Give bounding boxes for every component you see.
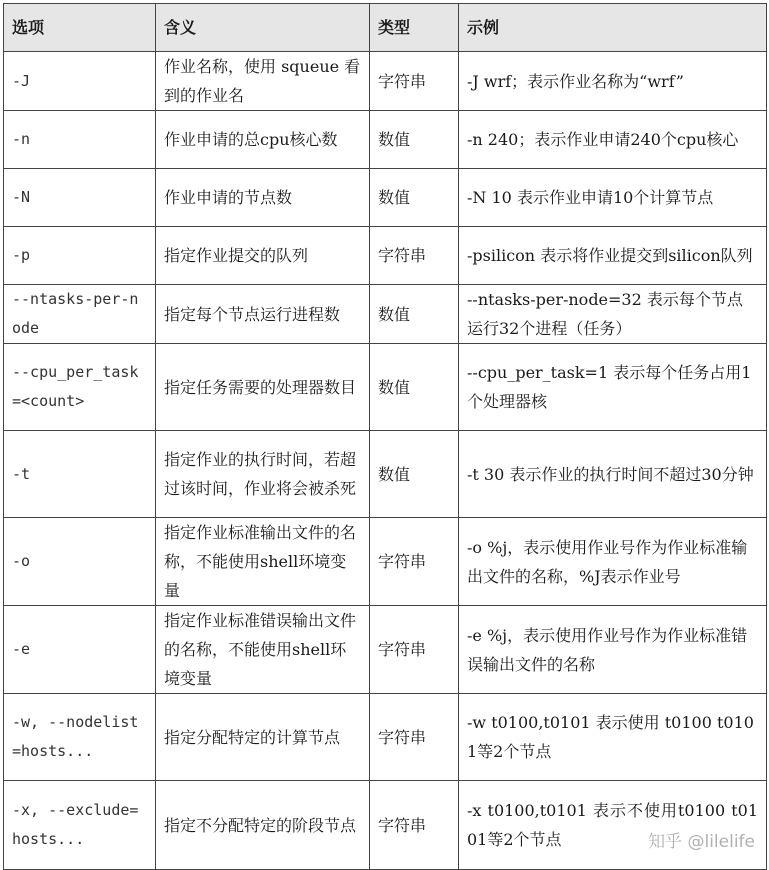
meaning-cell: 指定不分配特定的阶段节点 [156, 781, 370, 870]
type-cell: 字符串 [370, 518, 459, 606]
option-cell: -t [4, 431, 156, 518]
table-row [4, 169, 767, 227]
header-example: 示例 [459, 4, 767, 52]
option-cell: -e [4, 606, 156, 694]
meaning-cell: 指定作业的执行时间，若超过该时间，作业将会被杀死 [156, 431, 370, 518]
option-cell: --cpu_per_task=<count> [4, 344, 156, 431]
type-cell: 字符串 [370, 227, 459, 285]
header-row [4, 4, 767, 52]
table-row [4, 694, 767, 781]
table-row [4, 431, 767, 518]
type-cell: 数值 [370, 344, 459, 431]
option-cell: -o [4, 518, 156, 606]
meaning-cell: 指定作业标准错误输出文件的名称，不能使用shell环境变量 [156, 606, 370, 694]
meaning-cell: 指定分配特定的计算节点 [156, 694, 370, 781]
header-option: 选项 [4, 4, 156, 52]
meaning-cell: 指定作业提交的队列 [156, 227, 370, 285]
meaning-cell: 作业名称，使用 squeue 看到的作业名 [156, 52, 370, 111]
meaning-cell: 作业申请的节点数 [156, 169, 370, 227]
watermark-text: 知乎 @lilelife [648, 832, 755, 852]
example-cell: -w t0100,t0101 表示使用 t0100 t0101等2个节点 [459, 694, 767, 781]
meaning-cell: 指定每个节点运行进程数 [156, 285, 370, 344]
example-cell: -o %j，表示使用作业号作为作业标准输出文件的名称，%J表示作业号 [459, 518, 767, 606]
example-cell: -psilicon 表示将作业提交到silicon队列 [459, 227, 767, 285]
type-cell: 字符串 [370, 606, 459, 694]
example-cell: --ntasks-per-node=32 表示每个节点运行32个进程（任务） [459, 285, 767, 344]
header-meaning: 含义 [156, 4, 370, 52]
option-cell: -N [4, 169, 156, 227]
option-cell: --ntasks-per-node [4, 285, 156, 344]
type-cell: 数值 [370, 431, 459, 518]
table-row [4, 227, 767, 285]
option-cell: -n [4, 111, 156, 169]
example-cell: -N 10 表示作业申请10个计算节点 [459, 169, 767, 227]
table-row [4, 111, 767, 169]
option-cell: -x, --exclude=hosts... [4, 781, 156, 870]
option-cell: -p [4, 227, 156, 285]
slurm-options-table [3, 3, 767, 870]
type-cell: 数值 [370, 285, 459, 344]
type-cell: 字符串 [370, 52, 459, 111]
header-type: 类型 [370, 4, 459, 52]
meaning-cell: 指定作业标准输出文件的名称，不能使用shell环境变量 [156, 518, 370, 606]
table-row [4, 52, 767, 111]
example-cell: -e %j，表示使用作业号作为作业标准错误输出文件的名称 [459, 606, 767, 694]
option-cell: -w, --nodelist=hosts... [4, 694, 156, 781]
example-cell: -n 240；表示作业申请240个cpu核心 [459, 111, 767, 169]
example-cell: -J wrf；表示作业名称为“wrf” [459, 52, 767, 111]
meaning-cell: 作业申请的总cpu核心数 [156, 111, 370, 169]
table-row [4, 518, 767, 606]
type-cell: 字符串 [370, 694, 459, 781]
type-cell: 数值 [370, 169, 459, 227]
table-row [4, 781, 767, 870]
table-row [4, 344, 767, 431]
meaning-cell: 指定任务需要的处理器数目 [156, 344, 370, 431]
option-cell: -J [4, 52, 156, 111]
example-cell: --cpu_per_task=1 表示每个任务占用1个处理器核 [459, 344, 767, 431]
table-row [4, 285, 767, 344]
example-cell: -t 30 表示作业的执行时间不超过30分钟 [459, 431, 767, 518]
table-row [4, 606, 767, 694]
type-cell: 字符串 [370, 781, 459, 870]
type-cell: 数值 [370, 111, 459, 169]
example-cell: -x t0100,t0101 表示不使用t0100 t0101等2个节点 [459, 781, 767, 870]
